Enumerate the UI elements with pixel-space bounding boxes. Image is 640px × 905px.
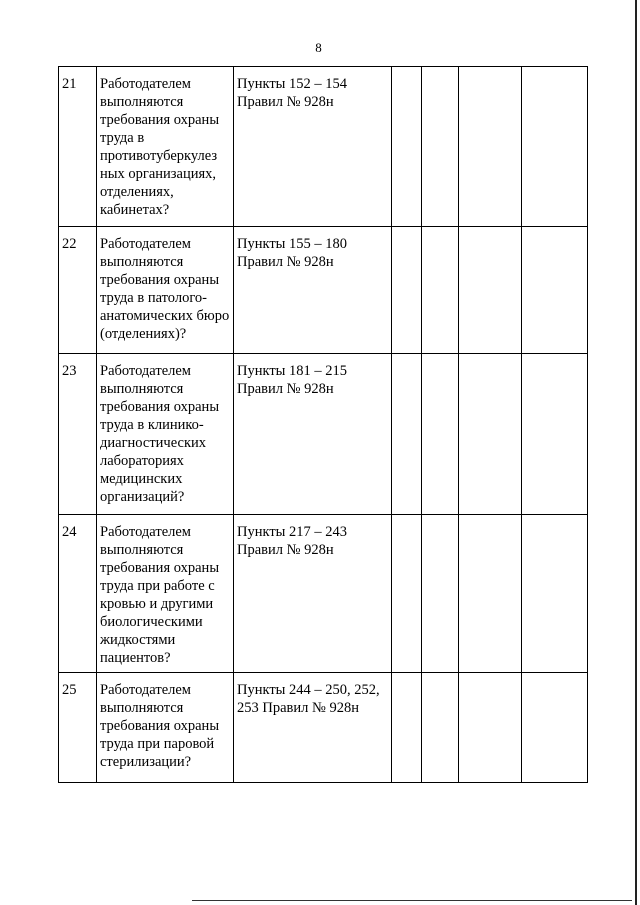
row-number: 23	[59, 354, 97, 515]
question-text: Работодателем выполняются требования охраны труда в клинико-диагностических лабораториях медицинских организаций?	[97, 354, 234, 515]
table-row	[59, 673, 588, 783]
reference-text: Пункты 152 – 154 Правил № 928н	[234, 67, 392, 227]
answer-no-cell[interactable]	[422, 673, 459, 783]
question-text: Работодателем выполняются требования охраны труда в патолого-анатомических бюро (отделениях)?	[97, 227, 234, 354]
question-text: Работодателем выполняются требования охраны труда в противотуберкулез ных организациях, отделениях, кабинетах?	[97, 67, 234, 227]
question-text: Работодателем выполняются требования охраны труда при паровой стерилизации?	[97, 673, 234, 783]
row-number: 22	[59, 227, 97, 354]
checklist-table	[58, 66, 588, 783]
answer-not-applicable-cell[interactable]	[459, 354, 522, 515]
question-text: Работодателем выполняются требования охраны труда при работе с кровью и другими биологическими жидкостями пациентов?	[97, 515, 234, 673]
page-number: 8	[315, 40, 322, 55]
answer-not-applicable-cell[interactable]	[459, 673, 522, 783]
table-row	[59, 515, 588, 673]
reference-text: Пункты 217 – 243 Правил № 928н	[234, 515, 392, 673]
answer-yes-cell[interactable]	[392, 354, 422, 515]
remarks-cell[interactable]	[522, 67, 588, 227]
remarks-cell[interactable]	[522, 515, 588, 673]
table-row	[59, 67, 588, 227]
answer-yes-cell[interactable]	[392, 67, 422, 227]
reference-text: Пункты 155 – 180 Правил № 928н	[234, 227, 392, 354]
answer-yes-cell[interactable]	[392, 515, 422, 673]
row-number: 25	[59, 673, 97, 783]
answer-not-applicable-cell[interactable]	[459, 67, 522, 227]
answer-no-cell[interactable]	[422, 515, 459, 673]
answer-not-applicable-cell[interactable]	[459, 515, 522, 673]
answer-no-cell[interactable]	[422, 67, 459, 227]
bottom-rule	[192, 900, 632, 901]
row-number: 21	[59, 67, 97, 227]
row-number: 24	[59, 515, 97, 673]
answer-no-cell[interactable]	[422, 227, 459, 354]
table-row	[59, 227, 588, 354]
answer-yes-cell[interactable]	[392, 227, 422, 354]
answer-no-cell[interactable]	[422, 354, 459, 515]
remarks-cell[interactable]	[522, 227, 588, 354]
remarks-cell[interactable]	[522, 354, 588, 515]
answer-yes-cell[interactable]	[392, 673, 422, 783]
remarks-cell[interactable]	[522, 673, 588, 783]
table-row	[59, 354, 588, 515]
reference-text: Пункты 244 – 250, 252, 253 Правил № 928н	[234, 673, 392, 783]
reference-text: Пункты 181 – 215 Правил № 928н	[234, 354, 392, 515]
answer-not-applicable-cell[interactable]	[459, 227, 522, 354]
